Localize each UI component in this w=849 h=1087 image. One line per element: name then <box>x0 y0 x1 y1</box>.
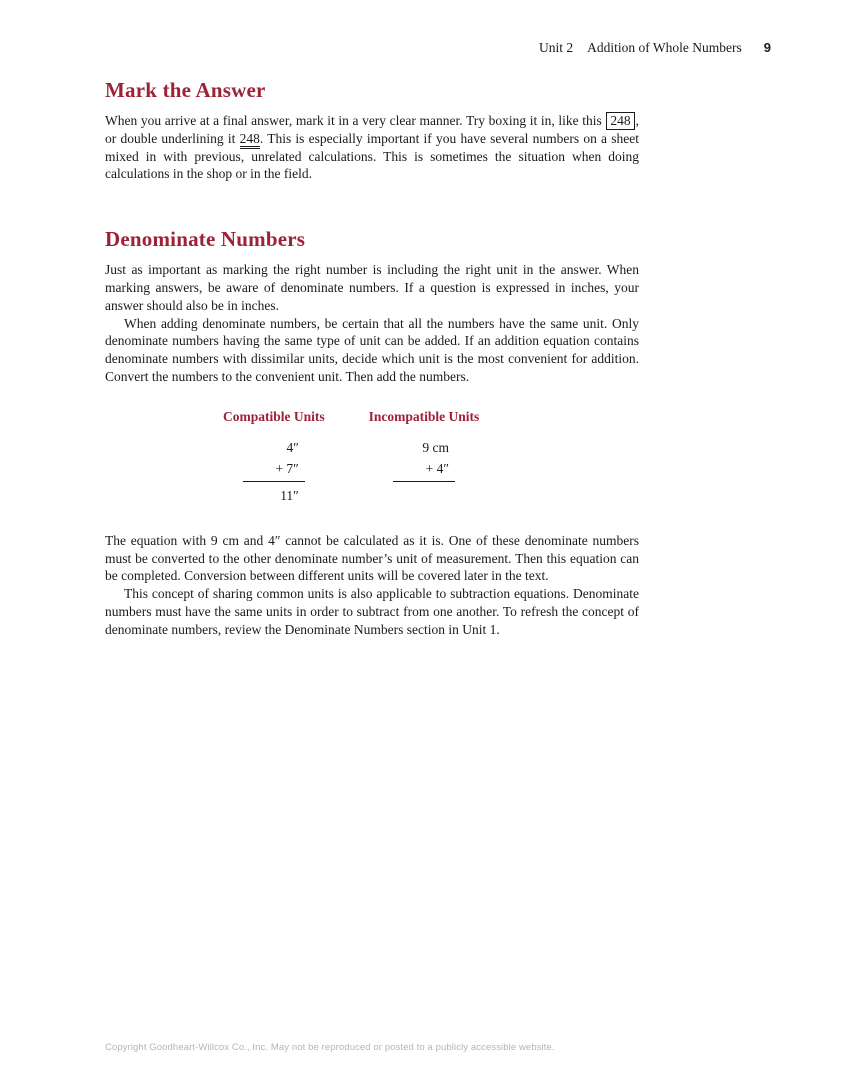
compatible-units-equation <box>243 437 305 506</box>
equation-addend-1: 9 cm <box>422 439 449 455</box>
incompatible-units-column <box>369 409 480 506</box>
equation-sum: 11″ <box>280 487 299 503</box>
double-underlined-answer-example: 248 <box>240 131 260 149</box>
denominate-paragraph-4: This concept of sharing common units is also applicable to subtraction equations. Denominate numbers must have the same units in order to subtract from one another. To refresh the concept of denominate numbers, review the Denominate Numbers section in Unit 1. <box>105 586 639 637</box>
equation-addend-2: + 7″ <box>243 458 305 482</box>
section-heading-mark-the-answer: Mark the Answer <box>105 78 266 102</box>
section-heading-denominate-numbers: Denominate Numbers <box>105 227 306 252</box>
boxed-answer-example: 248 <box>606 112 634 130</box>
page-number: 9 <box>763 40 771 55</box>
compatible-units-column <box>223 409 325 506</box>
incompatible-units-header: Incompatible Units <box>368 408 480 424</box>
denominate-paragraph-2: When adding denominate numbers, be certain that all the numbers have the same unit. Only denominate numbers having the same type of unit can be added. If an addition equation contains denominate numbers with dissimilar units, decide which unit is the most convenient for addition. Convert the numbers to the convenient unit. Then add the numbers. <box>105 315 639 384</box>
incompatible-units-equation <box>393 437 455 482</box>
denominate-paragraph-1: Just as important as marking the right number is including the right unit in the answer. When marking answers, be aware of denominate numbers. If a question is expressed in inches, your answer should also be in inches. <box>105 262 639 313</box>
paragraph-text: . This is especially important if you have several numbers on a sheet mixed in with previous, unrelated calculations. This is sometimes the situation when doing calculations in the shop or in the field. <box>105 130 640 182</box>
copyright-notice: Copyright Goodheart-Willcox Co., Inc. May not be reproduced or posted to a publicly accessible website. <box>105 1042 555 1053</box>
units-example-block <box>223 409 639 506</box>
denominate-paragraph-3: The equation with 9 cm and 4″ cannot be calculated as it is. One of these denominate numbers must be converted to the other denominate number’s unit of measurement. Then this equation can be completed. Conversion between different units will be covered later in the text. <box>105 532 639 584</box>
compatible-units-header: Compatible Units <box>223 408 325 424</box>
equation-addend-1: 4″ <box>286 439 299 455</box>
paragraph-text: , or double underlining it <box>105 113 639 146</box>
chapter-title: Addition of Whole Numbers <box>587 40 742 55</box>
running-head <box>539 40 771 56</box>
equation-addend-2: + 4″ <box>393 458 455 482</box>
unit-label: Unit 2 <box>539 40 574 55</box>
paragraph-text: When you arrive at a final answer, mark it in a very clear manner. Try boxing it in, like this <box>105 113 606 128</box>
mark-the-answer-paragraph <box>105 112 639 183</box>
page-body <box>105 78 639 639</box>
